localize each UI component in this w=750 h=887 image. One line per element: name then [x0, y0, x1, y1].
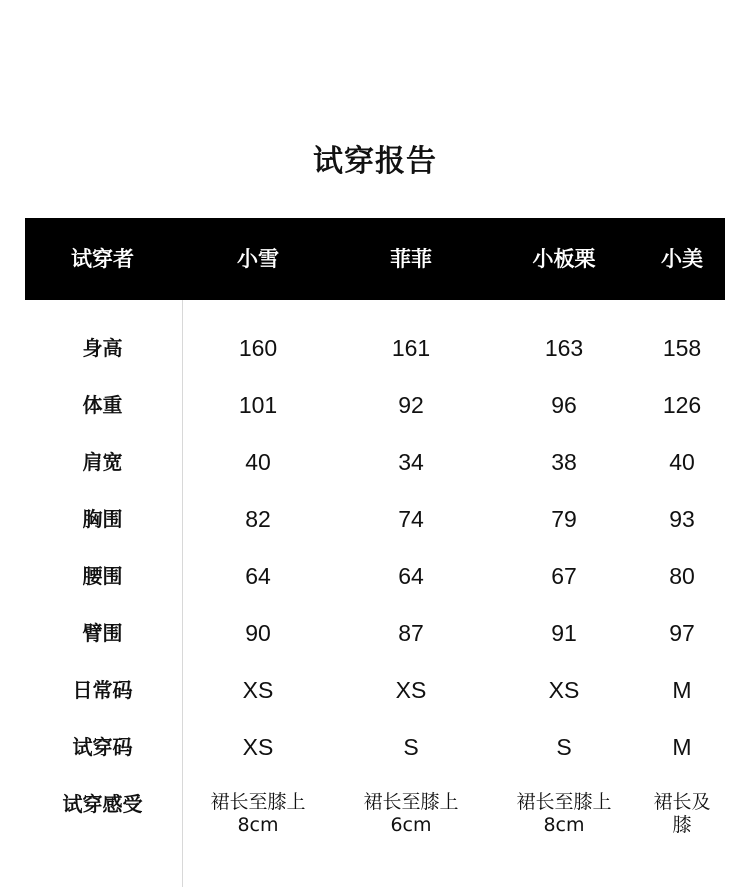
row-label: 试穿感受 — [62, 792, 143, 816]
table-cell: 126 — [662, 392, 702, 418]
table-row — [0, 727, 750, 767]
table-cell: 67 — [551, 563, 577, 589]
row-label: 试穿码 — [72, 735, 133, 759]
table-cell: 91 — [551, 620, 577, 646]
table-cell: 163 — [544, 335, 584, 361]
table-cell: 93 — [669, 506, 695, 532]
table-cell: XS — [242, 734, 274, 760]
table-cell: XS — [242, 677, 274, 703]
table-cell: 96 — [551, 392, 577, 418]
feel-cell — [489, 791, 639, 837]
table-header — [25, 218, 725, 300]
row-label: 肩宽 — [82, 450, 123, 474]
feel-cell — [336, 791, 486, 837]
table-cell: 90 — [245, 620, 271, 646]
row-label: 臂围 — [82, 621, 123, 645]
table-cell: 64 — [398, 563, 424, 589]
table-cell: 160 — [238, 335, 278, 361]
row-label: 腰围 — [82, 564, 123, 588]
table-cell: 82 — [245, 506, 271, 532]
feel-line: 膝 — [672, 814, 692, 836]
table-cell: XS — [548, 677, 580, 703]
feel-line: 裙长及 — [653, 791, 711, 813]
row-label: 体重 — [82, 393, 123, 417]
feel-cell — [642, 791, 722, 837]
feel-line: 8cm — [543, 814, 585, 836]
table-cell: XS — [395, 677, 427, 703]
tester-name: 小美 — [661, 247, 703, 271]
table-cell: M — [672, 677, 692, 703]
page-title: 试穿报告 — [313, 144, 437, 179]
feel-line: 6cm — [390, 814, 432, 836]
table-cell: 97 — [669, 620, 695, 646]
table-row — [0, 613, 750, 653]
table-cell: 80 — [669, 563, 695, 589]
feel-line: 裙长至膝上 — [210, 791, 306, 813]
table-cell: 101 — [238, 392, 278, 418]
table-row — [0, 385, 750, 425]
row-label: 日常码 — [72, 678, 133, 702]
feel-line: 裙长至膝上 — [363, 791, 459, 813]
feel-cell — [183, 791, 333, 837]
table-cell: 74 — [398, 506, 424, 532]
header-label: 试穿者 — [71, 247, 134, 271]
feel-line: 裙长至膝上 — [516, 791, 612, 813]
feel-line: 8cm — [237, 814, 279, 836]
table-cell: 40 — [669, 449, 695, 475]
table-cell: 64 — [245, 563, 271, 589]
table-cell: 87 — [398, 620, 424, 646]
row-label: 胸围 — [82, 507, 123, 531]
tester-name: 菲菲 — [390, 247, 432, 271]
table-cell: S — [403, 734, 419, 760]
table-cell: 158 — [662, 335, 702, 361]
table-cell: S — [556, 734, 572, 760]
table-row — [0, 328, 750, 368]
row-label: 身高 — [82, 336, 123, 360]
table-cell: M — [672, 734, 692, 760]
table-cell: 161 — [391, 335, 431, 361]
table-row — [0, 670, 750, 710]
table-row — [0, 556, 750, 596]
table-row — [0, 784, 750, 844]
table-cell: 92 — [398, 392, 424, 418]
table-row — [0, 499, 750, 539]
table-cell: 34 — [398, 449, 424, 475]
table-cell: 40 — [245, 449, 271, 475]
table-cell: 79 — [551, 506, 577, 532]
tester-name: 小雪 — [237, 247, 279, 271]
table-row — [0, 442, 750, 482]
table-cell: 38 — [551, 449, 577, 475]
tester-name: 小板栗 — [532, 247, 596, 271]
